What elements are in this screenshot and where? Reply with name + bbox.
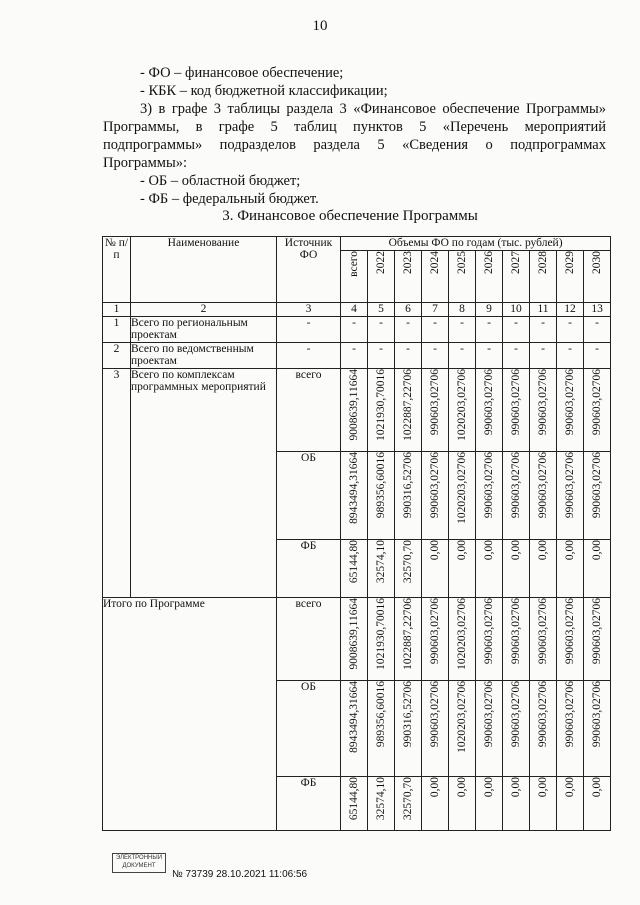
dash-cell: - [277, 317, 341, 343]
header-year: 2030 [584, 251, 611, 303]
value-cell: 0,00 [557, 777, 584, 831]
dash-cell: - [341, 343, 368, 369]
header-year: 2023 [395, 251, 422, 303]
col-number: 3 [277, 303, 341, 317]
dash-cell: - [341, 317, 368, 343]
dash-cell: - [277, 343, 341, 369]
value-cell: 0,00 [530, 777, 557, 831]
value-cell: 0,00 [503, 540, 530, 598]
value-cell: 990603,02706 [584, 598, 611, 681]
dash-cell: - [449, 343, 476, 369]
value-cell: 32570,70 [395, 777, 422, 831]
value-cell: 0,00 [422, 540, 449, 598]
value-cell: 990603,02706 [530, 681, 557, 777]
col-number: 7 [422, 303, 449, 317]
source-label: всего [277, 598, 341, 681]
value-cell: 990603,02706 [557, 681, 584, 777]
col-number: 13 [584, 303, 611, 317]
dash-cell: - [422, 317, 449, 343]
value-cell: 1020203,02706 [449, 598, 476, 681]
value-cell: 1020203,02706 [449, 369, 476, 452]
header-year: 2026 [476, 251, 503, 303]
value-cell: 990603,02706 [557, 598, 584, 681]
table-row-regional [103, 317, 611, 343]
col-number: 8 [449, 303, 476, 317]
value-cell: 0,00 [449, 777, 476, 831]
value-cell: 0,00 [476, 777, 503, 831]
row-num: 2 [103, 343, 131, 369]
column-numbers-row [103, 303, 611, 317]
value-cell: 990603,02706 [530, 598, 557, 681]
row-name: Всего по ведомственным проектам [131, 343, 277, 369]
value-cell: 990603,02706 [530, 369, 557, 452]
dash-cell: - [530, 317, 557, 343]
header-year: 2025 [449, 251, 476, 303]
table-row-total-all [103, 598, 611, 681]
value-cell: 32574,10 [368, 777, 395, 831]
value-cell: 990603,02706 [584, 369, 611, 452]
col-number: 9 [476, 303, 503, 317]
value-cell: 990603,02706 [476, 598, 503, 681]
value-cell: 990603,02706 [476, 369, 503, 452]
row-name: Всего по комплексам программных мероприятий [131, 369, 277, 598]
value-cell: 990603,02706 [422, 598, 449, 681]
dash-cell: - [530, 343, 557, 369]
header-year: всего [341, 251, 368, 303]
value-cell: 990603,02706 [476, 681, 503, 777]
page-number: 10 [312, 18, 328, 34]
dash-cell: - [395, 317, 422, 343]
dash-cell: - [584, 317, 611, 343]
total-label: Итого по Программе [103, 598, 277, 831]
value-cell: 0,00 [503, 777, 530, 831]
value-cell: 65144,80 [341, 777, 368, 831]
paragraph-line-2: - КБК – код бюджетной классификации; [140, 83, 388, 99]
value-cell: 990603,02706 [503, 452, 530, 540]
dash-cell: - [449, 317, 476, 343]
row-num: 3 [103, 369, 131, 598]
value-cell: 990603,02706 [503, 681, 530, 777]
col-number: 5 [368, 303, 395, 317]
value-cell: 8943494,31664 [341, 452, 368, 540]
table-row-departmental [103, 343, 611, 369]
value-cell: 990603,02706 [422, 681, 449, 777]
header-year: 2022 [368, 251, 395, 303]
value-cell: 32574,10 [368, 540, 395, 598]
header-year: 2027 [503, 251, 530, 303]
paragraph-line-6: Программы»: [103, 155, 187, 171]
value-cell: 9008639,11664 [341, 598, 368, 681]
value-cell: 1020203,02706 [449, 452, 476, 540]
value-cell: 0,00 [449, 540, 476, 598]
value-cell: 0,00 [557, 540, 584, 598]
dash-cell: - [557, 343, 584, 369]
header-year: 2028 [530, 251, 557, 303]
dash-cell: - [476, 343, 503, 369]
source-label: ФБ [277, 540, 341, 598]
value-cell: 1020203,02706 [449, 681, 476, 777]
value-cell: 990603,02706 [503, 369, 530, 452]
value-cell: 0,00 [584, 540, 611, 598]
value-cell: 990316,52706 [395, 681, 422, 777]
dash-cell: - [503, 343, 530, 369]
value-cell: 1022887,22706 [395, 369, 422, 452]
paragraph-line-8: - ФБ – федеральный бюджет. [140, 191, 319, 207]
dash-cell: - [422, 343, 449, 369]
value-cell: 990603,02706 [530, 452, 557, 540]
document-reference: № 73739 28.10.2021 11:06:56 [172, 869, 308, 880]
value-cell: 990603,02706 [557, 452, 584, 540]
value-cell: 990603,02706 [476, 452, 503, 540]
source-label: ОБ [277, 681, 341, 777]
col-number: 11 [530, 303, 557, 317]
header-name: Наименование [131, 237, 277, 303]
value-cell: 990603,02706 [422, 369, 449, 452]
header-year: 2029 [557, 251, 584, 303]
value-cell: 990603,02706 [557, 369, 584, 452]
value-cell: 0,00 [422, 777, 449, 831]
header-volumes: Объемы ФО по годам (тыс. рублей) [341, 237, 611, 251]
col-number: 12 [557, 303, 584, 317]
dash-cell: - [368, 343, 395, 369]
paragraph-line-7: - ОБ – областной бюджет; [140, 173, 301, 189]
value-cell: 990603,02706 [584, 681, 611, 777]
source-label: ФБ [277, 777, 341, 831]
value-cell: 990603,02706 [503, 598, 530, 681]
col-number: 6 [395, 303, 422, 317]
source-label: всего [277, 369, 341, 452]
value-cell: 990316,52706 [395, 452, 422, 540]
dash-cell: - [584, 343, 611, 369]
row-name: Всего по региональным проектам [131, 317, 277, 343]
value-cell: 0,00 [584, 777, 611, 831]
paragraph-line-5: подпрограммы» подразделов раздела 5 «Сведения о подпрограммах [103, 137, 606, 153]
col-number: 2 [131, 303, 277, 317]
value-cell: 0,00 [530, 540, 557, 598]
header-source: Источник ФО [277, 237, 341, 303]
value-cell: 990603,02706 [584, 452, 611, 540]
value-cell: 9008639,11664 [341, 369, 368, 452]
dash-cell: - [503, 317, 530, 343]
paragraph-line-3: 3) в графе 3 таблицы раздела 3 «Финансовое обеспечение Программы» [140, 101, 606, 117]
financing-table [102, 236, 611, 831]
table-header-row [103, 237, 611, 251]
value-cell: 1022887,22706 [395, 598, 422, 681]
paragraph-line-4: Программы, в графе 5 таблиц пунктов 5 «Перечень мероприятий [103, 119, 606, 135]
value-cell: 8943494,31664 [341, 681, 368, 777]
value-cell: 989356,60016 [368, 452, 395, 540]
source-label: ОБ [277, 452, 341, 540]
header-num: № п/п [103, 237, 131, 303]
header-year: 2024 [422, 251, 449, 303]
col-number: 4 [341, 303, 368, 317]
electronic-doc-stamp: ЭЛЕКТРОННЫЙ ДОКУМЕНТ [112, 853, 166, 873]
value-cell: 990603,02706 [422, 452, 449, 540]
dash-cell: - [476, 317, 503, 343]
col-number: 10 [503, 303, 530, 317]
paragraph-line-1: - ФО – финансовое обеспечение; [140, 65, 344, 81]
dash-cell: - [395, 343, 422, 369]
value-cell: 989356,60016 [368, 681, 395, 777]
row-num: 1 [103, 317, 131, 343]
value-cell: 0,00 [476, 540, 503, 598]
value-cell: 65144,80 [341, 540, 368, 598]
dash-cell: - [557, 317, 584, 343]
value-cell: 1021930,70016 [368, 598, 395, 681]
col-number: 1 [103, 303, 131, 317]
value-cell: 1021930,70016 [368, 369, 395, 452]
value-cell: 32570,70 [395, 540, 422, 598]
section-title: 3. Финансовое обеспечение Программы [222, 208, 478, 224]
table-row-complex-all [103, 369, 611, 452]
dash-cell: - [368, 317, 395, 343]
